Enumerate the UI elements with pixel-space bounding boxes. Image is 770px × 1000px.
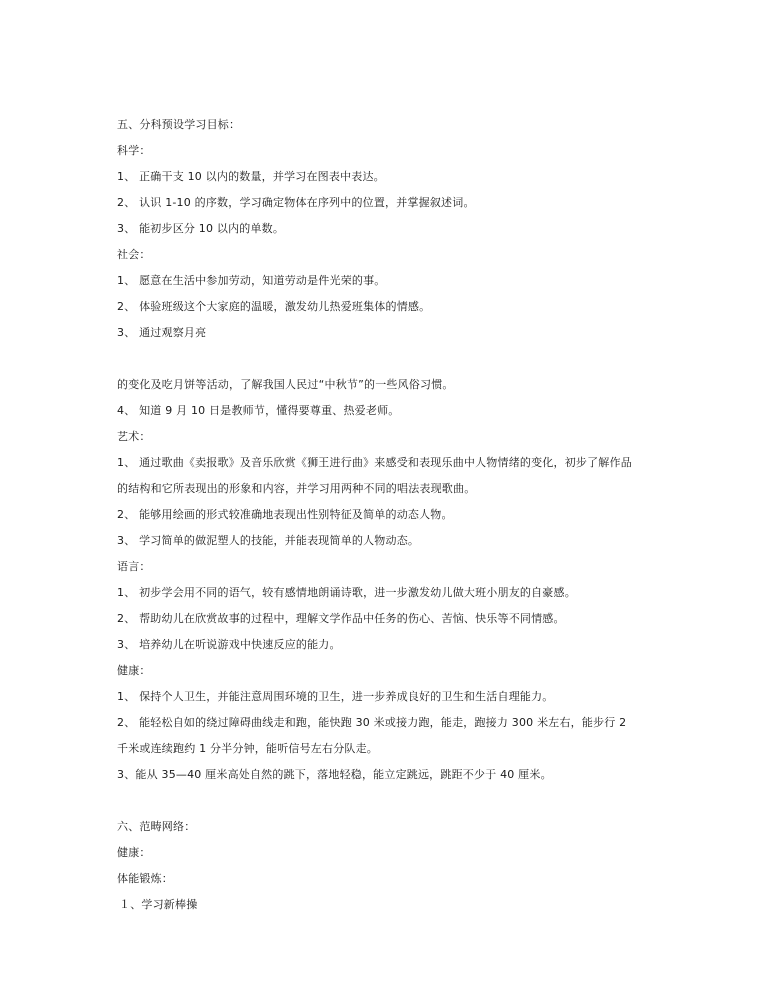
language-item-3: 3、 培养幼儿在听说游戏中快速反应的能力。 <box>117 638 341 651</box>
art-item-2: 2、 能够用绘画的形式较准确地表现出性别特征及简单的动态人物。 <box>117 508 453 521</box>
society-item-4: 4、 知道 9 月 10 日是教师节，懂得要尊重、热爱老师。 <box>117 404 400 417</box>
health-item-2-continued: 千米或连续跑约 1 分半分钟，能听信号左右分队走。 <box>117 742 378 755</box>
art-item-1-continued: 的结构和它所表现出的形象和内容，并学习用两种不同的唱法表现歌曲。 <box>117 482 476 495</box>
science-item-2: 2、 认识 1-10 的序数，学习确定物体在序列中的位置，并掌握叙述词。 <box>117 196 475 209</box>
art-item-3: 3、 学习简单的做泥塑人的技能，并能表现简单的人物动态。 <box>117 534 420 547</box>
language-item-1: 1、 初步学会用不同的语气，较有感情地朗诵诗歌，进一步激发幼儿做大班小朋友的自豪感。 <box>117 586 576 599</box>
subject-language: 语言： <box>117 560 151 573</box>
section-heading-network: 六、范畴网络： <box>117 820 196 833</box>
health-item-2: 2、 能轻松自如的绕过障碍曲线走和跑，能快跑 30 米或接力跑，能走，跑接力 300 米左右，能步行 2 <box>117 716 627 729</box>
network-fitness-item-1: １、学习新棒操 <box>119 898 198 911</box>
art-item-1: 1、 通过歌曲《卖报歌》及音乐欣赏《狮王进行曲》来感受和表现乐曲中人物情绪的变化，初步了解作品 <box>117 456 632 469</box>
society-item-1: 1、 愿意在生活中参加劳动，知道劳动是件光荣的事。 <box>117 274 386 287</box>
science-item-1: 1、 正确干支 10 以内的数量，并学习在图表中表达。 <box>117 170 385 183</box>
subject-health: 健康： <box>117 664 151 677</box>
network-fitness: 体能锻炼： <box>117 872 173 885</box>
network-health: 健康： <box>117 846 151 859</box>
society-item-3: 3、 通过观察月亮 <box>117 326 207 339</box>
subject-science: 科学： <box>117 144 151 157</box>
health-item-3: 3、能从 35—40 厘米高处自然的跳下，落地轻稳，能立定跳远，跳距不少于 40 厘米。 <box>117 768 552 781</box>
society-item-2: 2、 体验班级这个大家庭的温暖，激发幼儿热爱班集体的情感。 <box>117 300 431 313</box>
subject-society: 社会： <box>117 248 151 261</box>
subject-art: 艺术： <box>117 430 151 443</box>
society-item-3-continued: 的变化及吃月饼等活动，了解我国人民过“中秋节”的一些风俗习惯。 <box>117 378 454 391</box>
health-item-1: 1、 保持个人卫生，并能注意周围环境的卫生，进一步养成良好的卫生和生活自理能力。 <box>117 690 554 703</box>
science-item-3: 3、 能初步区分 10 以内的单数。 <box>117 222 285 235</box>
language-item-2: 2、 帮助幼儿在欣赏故事的过程中，理解文学作品中任务的伤心、苦恼、快乐等不同情感。 <box>117 612 565 625</box>
section-heading-goals: 五、分科预设学习目标： <box>117 118 241 131</box>
